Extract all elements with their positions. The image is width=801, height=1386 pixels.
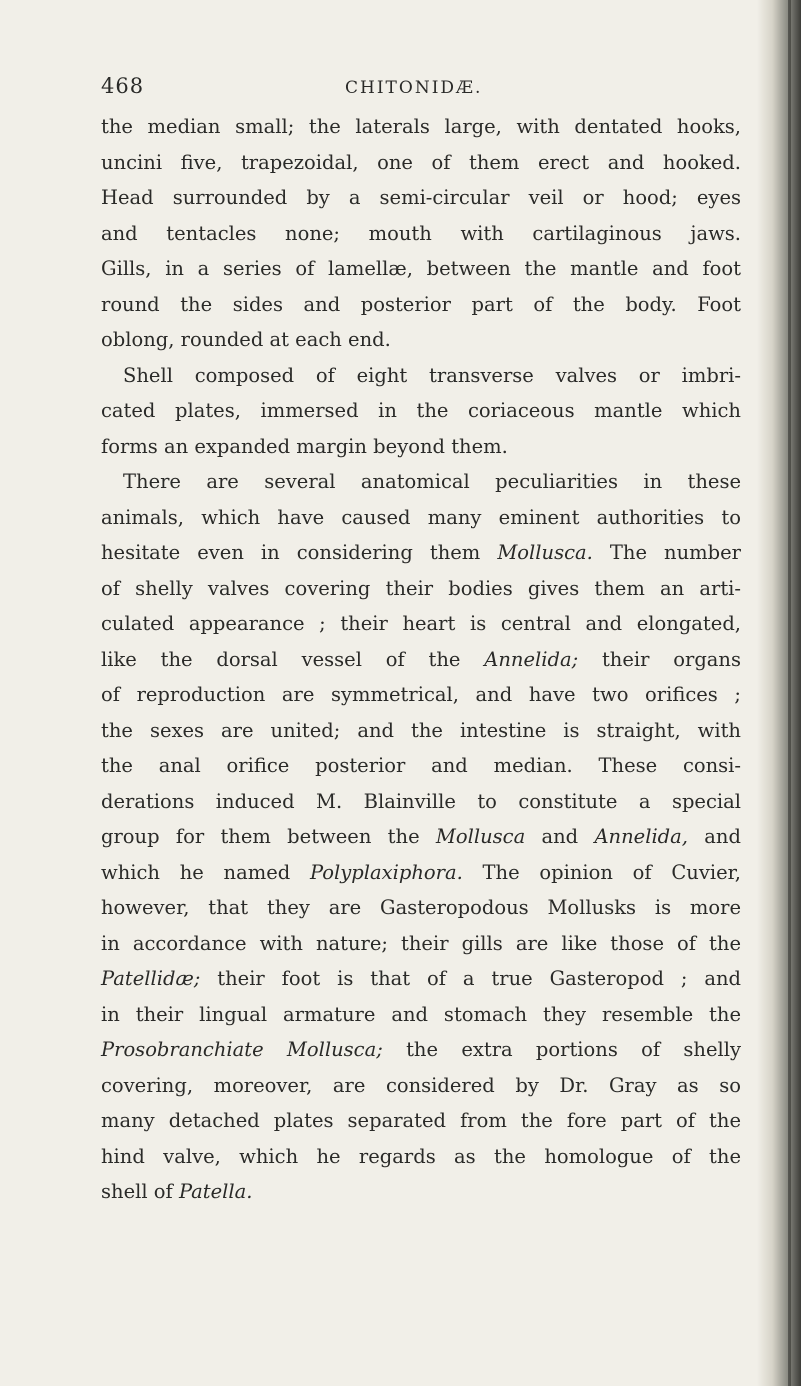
italic-term: Annelida,	[594, 825, 688, 848]
text-line: in accordance with nature; their gills are like those of the	[101, 931, 741, 955]
paragraph-start: There are several anatomical peculiarities in these	[123, 470, 741, 493]
text-line: derations induced M. Blainville to constitute a special	[101, 789, 741, 813]
italic-term: Patella.	[178, 1180, 253, 1203]
italic-term: Mollusca	[435, 825, 526, 848]
binding-edge	[788, 0, 791, 1386]
text-line: culated appearance ; their heart is central and elongated,	[101, 612, 741, 635]
text-line: like the dorsal vessel of the Annelida; their organs	[101, 647, 741, 671]
text-line: in their lingual armature and stomach they resemble the	[101, 1002, 741, 1026]
text-line: shell of Patella.	[101, 1180, 253, 1203]
text-line: group for them between the Mollusca and Annelida, and	[101, 825, 741, 848]
text-line: the median small; the laterals large, with dentated hooks,	[101, 115, 741, 138]
text-line: uncini five, trapezoidal, one of them erect and hooked.	[101, 150, 741, 174]
text-line: and tentacles none; mouth with cartilaginous jaws.	[101, 221, 741, 245]
running-title: CHITONIDÆ.	[345, 78, 483, 98]
italic-term: Polyplaxiphora.	[309, 860, 463, 884]
text-line: cated plates, immersed in the coriaceous mantle which	[101, 399, 741, 422]
page-edge-shadow	[757, 0, 801, 1386]
text-line: animals, which have caused many eminent authorities to	[101, 505, 741, 529]
text-line: which he named Polyplaxiphora. The opinion of Cuvier,	[101, 860, 742, 884]
italic-term: Mollusca.	[497, 541, 593, 564]
text-line: Patellidæ; their foot is that of a true Gasteropod ; and	[101, 967, 741, 990]
text-line: many detached plates separated from the fore part of the	[101, 1109, 741, 1132]
body-text	[101, 109, 741, 1210]
text-line: forms an expanded margin beyond them.	[101, 434, 508, 458]
text-line: Head surrounded by a semi-circular veil or hood; eyes	[101, 186, 741, 209]
text-line: oblong, rounded at each end.	[101, 328, 391, 351]
text-line: the anal orifice posterior and median. These consi-	[101, 754, 741, 777]
text-line: of shelly valves covering their bodies gives them an arti-	[101, 576, 741, 600]
page-number: 468	[101, 74, 145, 98]
italic-term: Annelida;	[484, 647, 579, 671]
text-line: covering, moreover, are considered by Dr. Gray as so	[101, 1073, 741, 1097]
text-line: Prosobranchiate Mollusca; the extra portions of shelly	[101, 1038, 741, 1061]
italic-term: Prosobranchiate Mollusca;	[101, 1038, 383, 1061]
text-line: however, that they are Gasteropodous Mollusks is more	[101, 896, 741, 919]
text-line: the sexes are united; and the intestine is straight, with	[101, 718, 741, 742]
text-line: round the sides and posterior part of the body. Foot	[101, 292, 741, 316]
paragraph-start: Shell composed of eight transverse valves or imbri-	[123, 363, 741, 387]
text-line: hind valve, which he regards as the homologue of the	[101, 1144, 741, 1168]
italic-term: Patellidæ;	[101, 967, 201, 990]
text-line: Gills, in a series of lamellæ, between the mantle and foot	[101, 257, 741, 280]
text-line: hesitate even in considering them Mollusca. The number	[101, 541, 741, 564]
text-line: of reproduction are symmetrical, and have two orifices ;	[101, 683, 741, 706]
